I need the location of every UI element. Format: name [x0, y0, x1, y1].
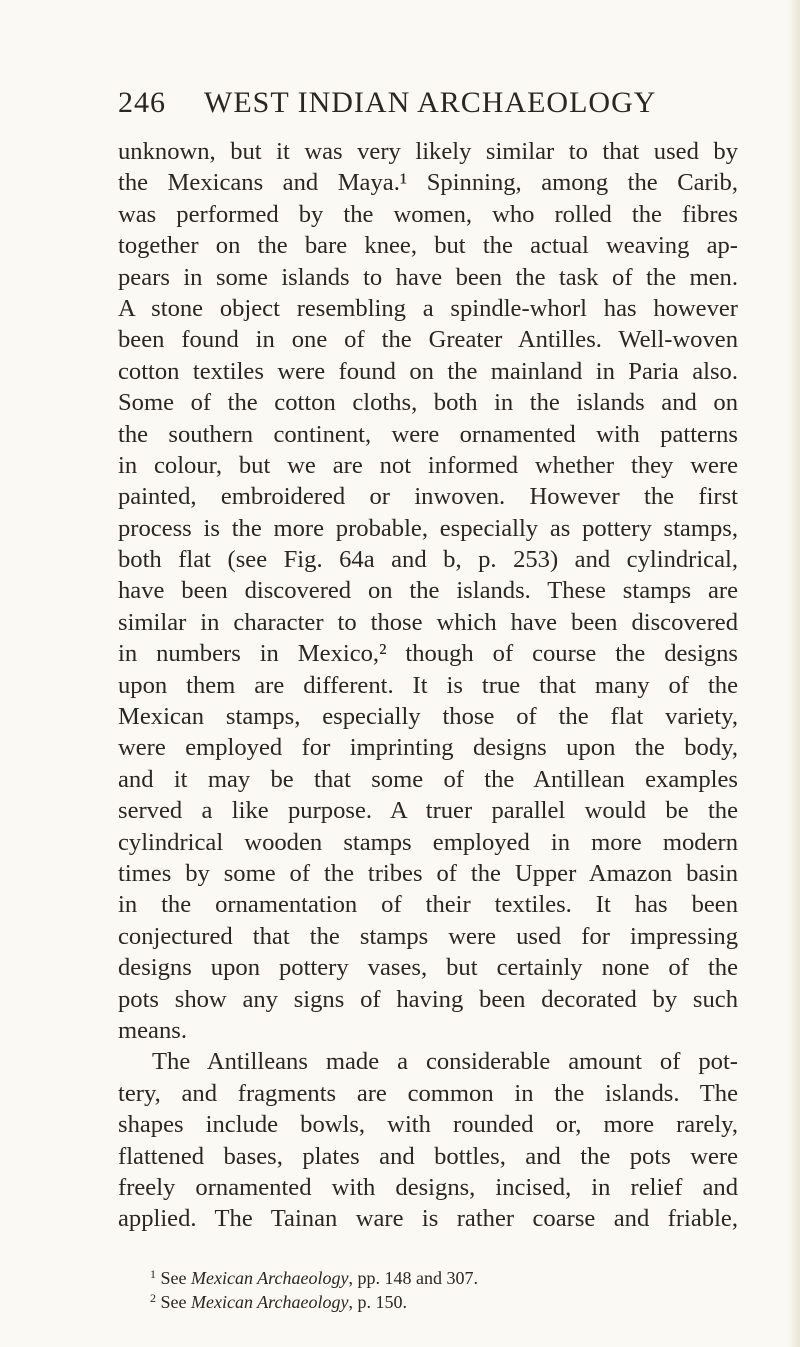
- text-line: have been discovered on the islands. These stamps are: [118, 577, 738, 605]
- text-line: served a like purpose. A truer parallel would be the: [118, 797, 738, 825]
- text-line: A stone object resembling a spindle-whorl has however: [118, 294, 738, 322]
- text-line: Mexican stamps, especially those of the flat variety,: [118, 703, 738, 731]
- text-line: was performed by the women, who rolled the fibres: [118, 200, 738, 228]
- footnote-prefix: See: [160, 1292, 191, 1312]
- text-line: The Antilleans made a considerable amount of pot-: [152, 1048, 738, 1076]
- footnote-prefix: See: [160, 1268, 191, 1288]
- footnote-title: Mexican Archaeology: [191, 1292, 349, 1312]
- footnote-title: Mexican Archaeology: [191, 1268, 349, 1288]
- text-line: tery, and fragments are common in the islands. The: [118, 1079, 738, 1107]
- text-line: unknown, but it was very likely similar to that used by: [118, 138, 738, 165]
- text-line: shapes include bowls, with rounded or, more rarely,: [118, 1111, 738, 1139]
- page-number: 246: [118, 86, 166, 119]
- text-line: in colour, but we are not informed whether they were: [118, 451, 738, 479]
- text-line: painted, embroidered or inwoven. However the first: [118, 483, 738, 511]
- text-line: designs upon pottery vases, but certainly none of the: [118, 954, 738, 982]
- text-line: times by some of the tribes of the Upper Amazon basin: [118, 859, 738, 887]
- text-line: been found in one of the Greater Antilles. Well-woven: [118, 326, 738, 354]
- text-line: the southern continent, were ornamented with patterns: [118, 420, 738, 448]
- running-title: WEST INDIAN ARCHAEOLOGY: [204, 86, 657, 119]
- text-line: together on the bare knee, but the actual weaving ap-: [118, 232, 738, 260]
- text-line: the Mexicans and Maya.¹ Spinning, among the Carib,: [118, 169, 738, 197]
- text-line: both flat (see Fig. 64a and b, p. 253) and cylindrical,: [118, 546, 738, 574]
- footnote: [150, 1266, 710, 1290]
- text-line: cotton textiles were found on the mainland in Paria also.: [118, 357, 738, 385]
- text-line: in the ornamentation of their textiles. It has been: [118, 891, 738, 919]
- footnote-marker: 2: [150, 1291, 156, 1305]
- text-line: freely ornamented with designs, incised, in relief and: [118, 1173, 738, 1201]
- running-header: [118, 86, 742, 120]
- footnote-marker: 1: [150, 1267, 156, 1281]
- text-line: pots show any signs of having been decorated by such: [118, 985, 738, 1013]
- text-line: similar in character to those which have been discovered: [118, 608, 738, 636]
- text-line: applied. The Tainan ware is rather coarse and friable,: [118, 1205, 738, 1233]
- text-line: upon them are different. It is true that many of the: [118, 671, 738, 699]
- page-edge-shadow: [788, 0, 800, 1347]
- footnotes: [150, 1266, 710, 1314]
- footnote-suffix: , pp. 148 and 307.: [348, 1268, 478, 1288]
- text-line: were employed for imprinting designs upon the body,: [118, 734, 738, 762]
- text-line: process is the more probable, especially as pottery stamps,: [118, 514, 738, 542]
- text-line: means.: [118, 1016, 187, 1044]
- text-line: and it may be that some of the Antillean examples: [118, 765, 738, 793]
- text-line: conjectured that the stamps were used for impressing: [118, 922, 738, 950]
- text-line: cylindrical wooden stamps employed in more modern: [118, 828, 738, 856]
- body-text: [118, 136, 738, 1235]
- text-line: pears in some islands to have been the task of the men.: [118, 263, 738, 291]
- text-line: flattened bases, plates and bottles, and the pots were: [118, 1142, 738, 1170]
- text-line: in numbers in Mexico,² though of course the designs: [118, 640, 738, 668]
- footnote-suffix: , p. 150.: [348, 1292, 407, 1312]
- text-line: Some of the cotton cloths, both in the islands and on: [118, 389, 738, 417]
- footnote: [150, 1290, 710, 1314]
